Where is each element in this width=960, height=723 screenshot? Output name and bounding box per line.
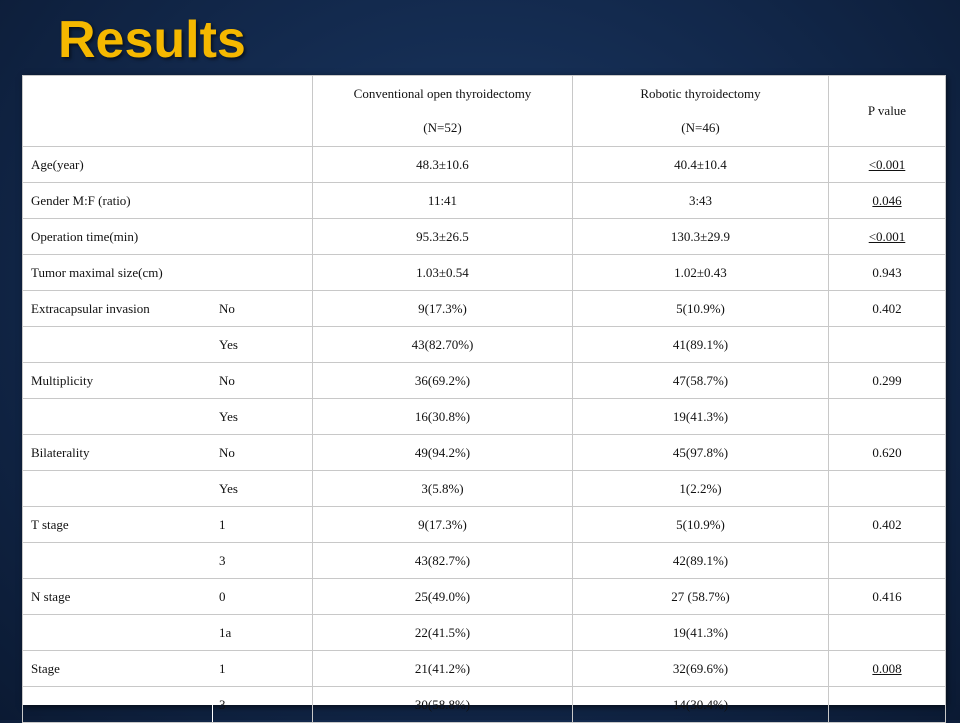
conventional-value: 9(17.3%) [313, 507, 573, 543]
p-value-text: 0.046 [872, 192, 902, 208]
table-row [23, 147, 946, 183]
conventional-value: 11:41 [313, 183, 573, 219]
p-value-text: <0.001 [868, 156, 906, 172]
conventional-value: 9(17.3%) [313, 291, 573, 327]
table-row [23, 543, 946, 579]
robotic-value: 40.4±10.4 [573, 147, 829, 183]
p-value [829, 147, 946, 183]
row-sublabel: No [213, 435, 313, 471]
robotic-value: 5(10.9%) [573, 291, 829, 327]
header-robotic-n: (N=46) [681, 120, 720, 135]
conventional-value: 95.3±26.5 [313, 219, 573, 255]
robotic-value: 45(97.8%) [573, 435, 829, 471]
results-table-panel [22, 75, 945, 712]
robotic-value: 19(41.3%) [573, 399, 829, 435]
row-sublabel: Yes [213, 399, 313, 435]
row-sublabel: 1 [213, 651, 313, 687]
conventional-value: 16(30.8%) [313, 399, 573, 435]
p-value: 0.299 [829, 363, 946, 399]
row-label: Age(year) [23, 147, 213, 183]
p-value [829, 471, 946, 507]
table-row [23, 399, 946, 435]
robotic-value: 3:43 [573, 183, 829, 219]
p-value [829, 651, 946, 687]
robotic-value: 19(41.3%) [573, 615, 829, 651]
header-empty-cell [23, 76, 313, 147]
robotic-value: 32(69.6%) [573, 651, 829, 687]
row-label [23, 471, 213, 507]
p-value [829, 327, 946, 363]
conventional-value: 21(41.2%) [313, 651, 573, 687]
robotic-value: 41(89.1%) [573, 327, 829, 363]
table-row [23, 219, 946, 255]
row-label: Multiplicity [23, 363, 213, 399]
row-label: Stage [23, 651, 213, 687]
p-value [829, 687, 946, 723]
conventional-value: 36(69.2%) [313, 363, 573, 399]
robotic-value: 47(58.7%) [573, 363, 829, 399]
table-row [23, 291, 946, 327]
row-label [23, 687, 213, 723]
row-sublabel: 0 [213, 579, 313, 615]
row-sublabel: 1 [213, 507, 313, 543]
p-value: 0.620 [829, 435, 946, 471]
p-value: 0.402 [829, 507, 946, 543]
robotic-value: 14(30.4%) [573, 687, 829, 723]
p-value-text: 0.008 [872, 660, 902, 676]
table-row [23, 507, 946, 543]
row-sublabel: Yes [213, 471, 313, 507]
header-conventional-n: (N=52) [423, 120, 462, 135]
p-value [829, 399, 946, 435]
row-sublabel [213, 183, 313, 219]
conventional-value: 49(94.2%) [313, 435, 573, 471]
p-value [829, 219, 946, 255]
robotic-value: 1.02±0.43 [573, 255, 829, 291]
row-sublabel: 3 [213, 543, 313, 579]
table-row [23, 363, 946, 399]
results-table [22, 75, 946, 723]
table-row [23, 471, 946, 507]
row-label: T stage [23, 507, 213, 543]
header-robotic [573, 76, 829, 147]
p-value [829, 543, 946, 579]
p-value: 0.416 [829, 579, 946, 615]
row-sublabel: Yes [213, 327, 313, 363]
conventional-value: 22(41.5%) [313, 615, 573, 651]
table-row [23, 435, 946, 471]
robotic-value: 130.3±29.9 [573, 219, 829, 255]
row-sublabel: 3 [213, 687, 313, 723]
row-label: Bilaterality [23, 435, 213, 471]
row-label [23, 399, 213, 435]
table-row [23, 579, 946, 615]
header-p-value: P value [829, 76, 946, 147]
table-body [23, 147, 946, 723]
robotic-value: 27 (58.7%) [573, 579, 829, 615]
row-label: Gender M:F (ratio) [23, 183, 213, 219]
row-label: Tumor maximal size(cm) [23, 255, 213, 291]
robotic-value: 42(89.1%) [573, 543, 829, 579]
row-sublabel [213, 255, 313, 291]
conventional-value: 30(58.8%) [313, 687, 573, 723]
conventional-value: 43(82.7%) [313, 543, 573, 579]
row-label [23, 543, 213, 579]
table-row [23, 183, 946, 219]
row-label: N stage [23, 579, 213, 615]
table-row [23, 615, 946, 651]
p-value: 0.943 [829, 255, 946, 291]
row-sublabel: No [213, 291, 313, 327]
conventional-value: 48.3±10.6 [313, 147, 573, 183]
row-sublabel [213, 147, 313, 183]
row-label: Extracapsular invasion [23, 291, 213, 327]
p-value [829, 615, 946, 651]
robotic-value: 1(2.2%) [573, 471, 829, 507]
table-row [23, 651, 946, 687]
conventional-value: 1.03±0.54 [313, 255, 573, 291]
slide-title: Results [58, 11, 246, 69]
conventional-value: 3(5.8%) [313, 471, 573, 507]
table-row [23, 255, 946, 291]
table-row [23, 687, 946, 723]
table-header-row [23, 76, 946, 147]
p-value [829, 183, 946, 219]
conventional-value: 43(82.70%) [313, 327, 573, 363]
row-label: Operation time(min) [23, 219, 213, 255]
robotic-value: 5(10.9%) [573, 507, 829, 543]
row-sublabel: 1a [213, 615, 313, 651]
p-value-text: <0.001 [868, 228, 906, 244]
row-sublabel [213, 219, 313, 255]
conventional-value: 25(49.0%) [313, 579, 573, 615]
row-sublabel: No [213, 363, 313, 399]
row-label [23, 615, 213, 651]
header-robotic-title: Robotic thyroidectomy [640, 86, 761, 101]
p-value: 0.402 [829, 291, 946, 327]
table-row [23, 327, 946, 363]
row-label [23, 327, 213, 363]
header-conventional-title: Conventional open thyroidectomy [353, 86, 532, 101]
header-conventional [313, 76, 573, 147]
